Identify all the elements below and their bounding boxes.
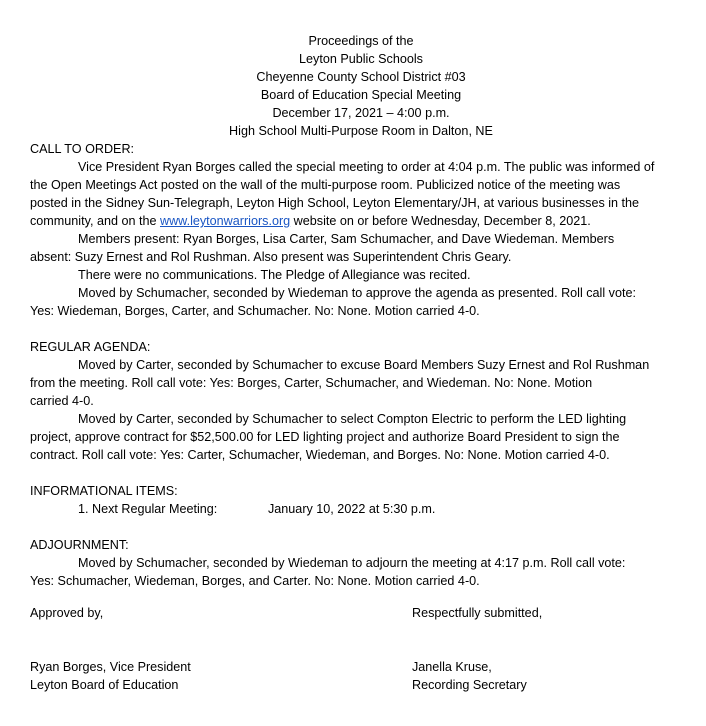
document-header: [0, 32, 706, 140]
header-line: Proceedings of the: [308, 34, 414, 48]
paragraph-line: Moved by Schumacher, seconded by Wiedeman to adjourn the meeting at 4:17 p.m. Roll call vote:: [78, 556, 626, 570]
respectfully-submitted-label: Respectfully submitted,: [412, 606, 543, 620]
section-heading-call-to-order: CALL TO ORDER:: [30, 142, 135, 156]
paragraph-line: carried 4-0.: [30, 394, 94, 408]
signer-org-left: Leyton Board of Education: [30, 678, 179, 692]
paragraph-line: Yes: Wiedeman, Borges, Carter, and Schumacher. No: None. Motion carried 4-0.: [30, 304, 480, 318]
paragraph-line: project, approve contract for $52,500.00 for LED lighting project and authorize Board President to sign the: [30, 430, 620, 444]
section-heading-informational-items: INFORMATIONAL ITEMS:: [30, 484, 178, 498]
paragraph-line: Yes: Schumacher, Wiedeman, Borges, and Carter. No: None. Motion carried 4-0.: [30, 574, 480, 588]
approved-by-label: Approved by,: [30, 606, 104, 620]
signer-name-right: Janella Kruse,: [412, 660, 492, 674]
header-line: Cheyenne County School District #03: [256, 70, 466, 84]
website-link[interactable]: www.leytonwarriors.org: [159, 214, 291, 228]
paragraph-line: Vice President Ryan Borges called the special meeting to order at 4:04 p.m. The public was informed of: [78, 160, 655, 174]
paragraph-line: the Open Meetings Act posted on the wall of the multi-purpose room. Publicized notice of the meeting was: [30, 178, 621, 192]
signer-title-right: Recording Secretary: [412, 678, 527, 692]
paragraph-line: contract. Roll call vote: Yes: Carter, Schumacher, Wiedeman, and Borges. No: None. Motion carried 4-0.: [30, 448, 610, 462]
paragraph-line: Moved by Carter, seconded by Schumacher to select Compton Electric to perform the LED lighting: [78, 412, 627, 426]
paragraph-line: Moved by Schumacher, seconded by Wiedeman to approve the agenda as presented. Roll call vote:: [78, 286, 636, 300]
section-heading-regular-agenda: REGULAR AGENDA:: [30, 340, 151, 354]
text-span: community, and on the: [30, 214, 160, 228]
header-line: High School Multi-Purpose Room in Dalton, NE: [229, 124, 493, 138]
text-span: website on or before Wednesday, December 8, 2021.: [290, 214, 591, 228]
paragraph-line: [30, 212, 591, 230]
header-line: Leyton Public Schools: [299, 52, 423, 66]
paragraph-line: Members present: Ryan Borges, Lisa Carter, Sam Schumacher, and Dave Wiedeman. Members: [78, 232, 615, 246]
paragraph-line: absent: Suzy Ernest and Rol Rushman. Also present was Superintendent Chris Geary.: [30, 250, 512, 264]
section-heading-adjournment: ADJOURNMENT:: [30, 538, 129, 552]
paragraph-line: There were no communications. The Pledge of Allegiance was recited.: [78, 268, 471, 282]
list-item-value: January 10, 2022 at 5:30 p.m.: [268, 502, 436, 516]
header-line: Board of Education Special Meeting: [260, 88, 462, 102]
header-line: December 17, 2021 – 4:00 p.m.: [272, 106, 450, 120]
paragraph-line: posted in the Sidney Sun-Telegraph, Leyton High School, Leyton Elementary/JH, at various businesses in the: [30, 196, 640, 210]
signer-name-left: Ryan Borges, Vice President: [30, 660, 191, 674]
list-item-label: 1. Next Regular Meeting:: [78, 502, 218, 516]
paragraph-line: Moved by Carter, seconded by Schumacher to excuse Board Members Suzy Ernest and Rol Rushman: [78, 358, 650, 372]
paragraph-line: from the meeting. Roll call vote: Yes: Borges, Carter, Schumacher, and Wiedeman. No: None. Motion: [30, 376, 593, 390]
